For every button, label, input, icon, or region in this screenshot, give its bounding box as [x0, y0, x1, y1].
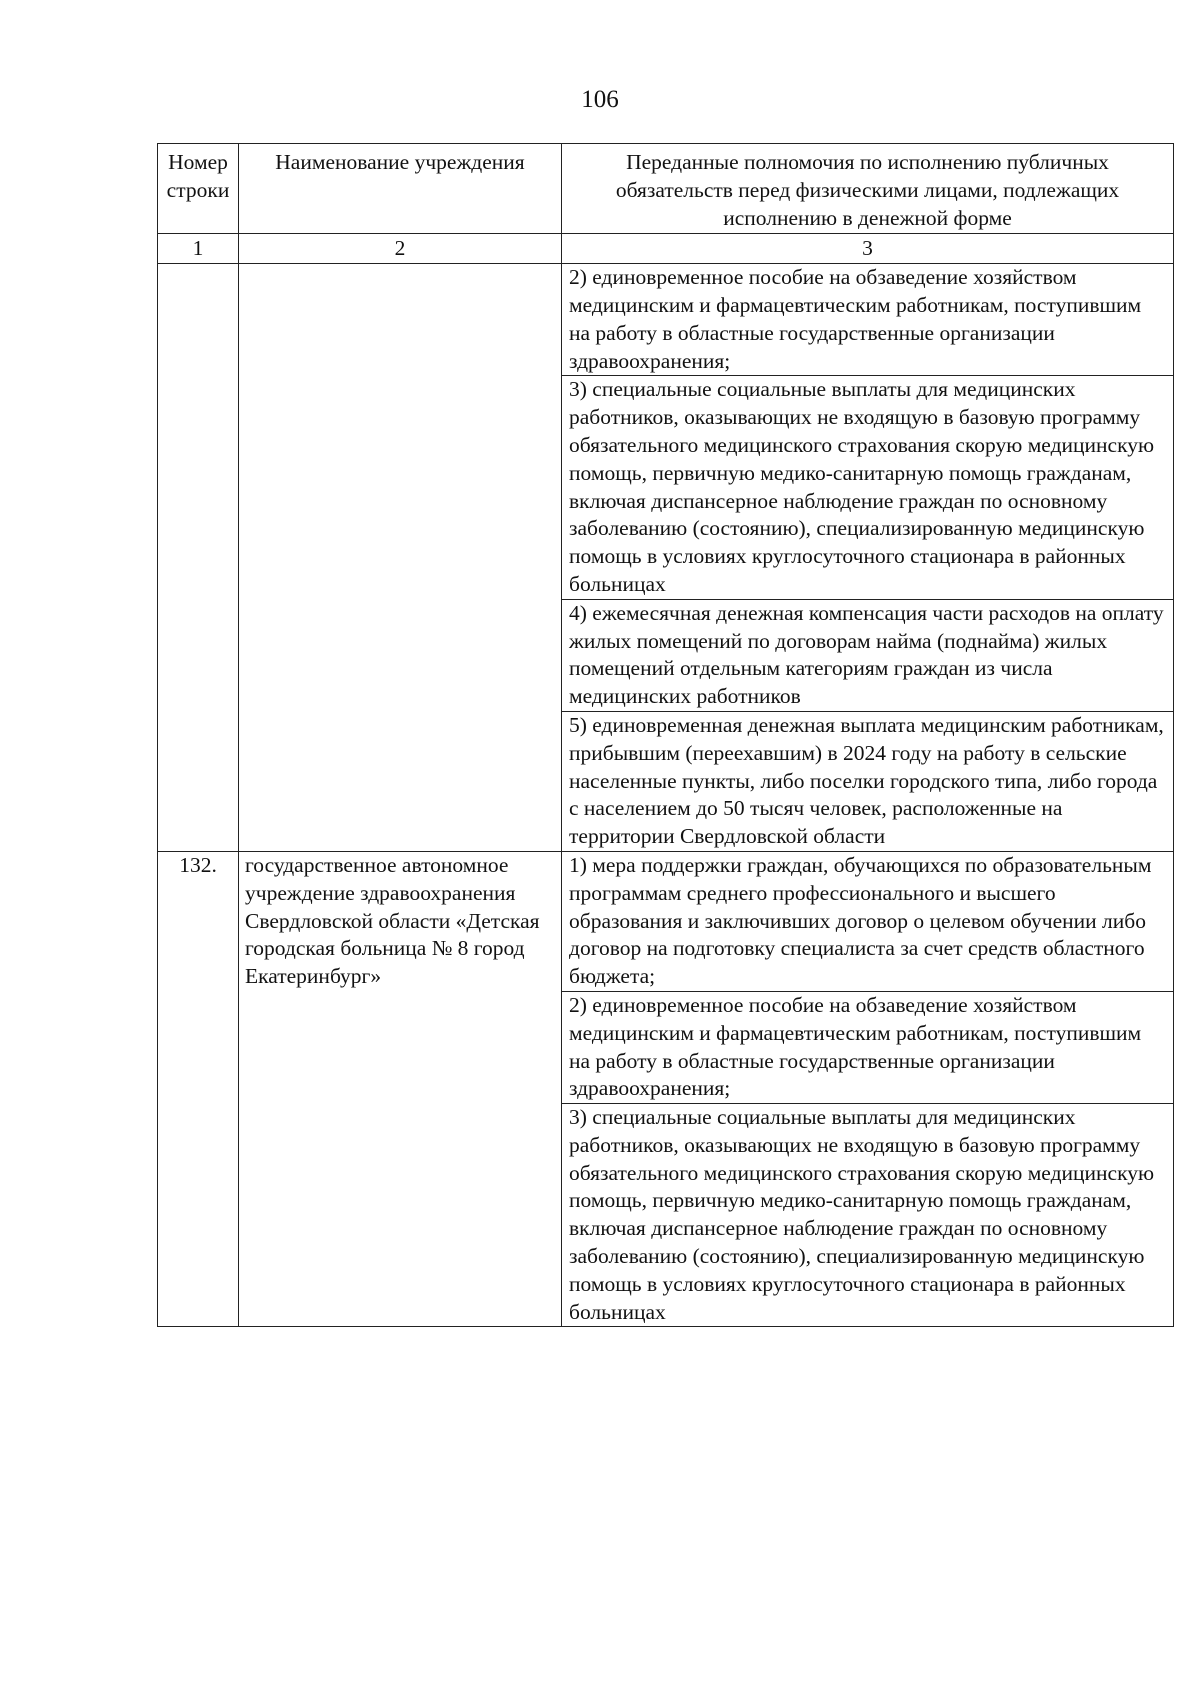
header-row [158, 144, 1174, 234]
table-row [158, 851, 1174, 991]
power-cell: 5) единовременная денежная выплата медицинским работникам, прибывшим (переехавшим) в 2024 году на работу в сельские населенные пункты, либо поселки городского типа, либо города с населением до 50 тысяч человек, расположенные на территории Свердловской области [562, 711, 1174, 851]
powers-table [157, 143, 1174, 1327]
column-number-2: 2 [239, 234, 562, 264]
power-cell: 2) единовременное пособие на обзаведение хозяйством медицинским и фармацевтическим работникам, поступившим на работу в областные государственные организации здравоохранения; [562, 264, 1174, 376]
power-cell: 4) ежемесячная денежная компенсация части расходов на оплату жилых помещений по договорам найма (поднайма) жилых помещений отдельным категориям граждан из числа медицинских работников [562, 599, 1174, 711]
column-number-row [158, 234, 1174, 264]
row-number-cell: 132. [158, 851, 239, 1327]
header-row-number: Номер строки [158, 144, 239, 234]
institution-cell: государственное автономное учреждение здравоохранения Свердловской области «Детская городская больница № 8 город Екатеринбург» [239, 851, 562, 1327]
column-number-1: 1 [158, 234, 239, 264]
institution-cell-empty [239, 264, 562, 852]
power-cell: 1) мера поддержки граждан, обучающихся по образовательным программам среднего профессионального и высшего образования и заключивших договор о целевом обучении либо договор на подготовку специалиста за счет средств областного бюджета; [562, 851, 1174, 991]
row-number-cell-empty [158, 264, 239, 852]
power-cell: 3) специальные социальные выплаты для медицинских работников, оказывающих не входящую в базовую программу обязательного медицинского страхования скорую медицинскую помощь, первичную медико-санитарную помощь гражданам, включая диспансерное наблюдение граждан по основному заболеванию (состоянию), специализированную медицинскую помощь в условиях круглосуточного стационара в районных больницах [562, 1104, 1174, 1327]
page-number: 106 [581, 86, 619, 113]
header-institution: Наименование учреждения [239, 144, 562, 234]
power-cell: 3) специальные социальные выплаты для медицинских работников, оказывающих не входящую в базовую программу обязательного медицинского страхования скорую медицинскую помощь, первичную медико-санитарную помощь гражданам, включая диспансерное наблюдение граждан по основному заболеванию (состоянию), специализированную медицинскую помощь в условиях круглосуточного стационара в районных больницах [562, 376, 1174, 599]
column-number-3: 3 [562, 234, 1174, 264]
table-row [158, 264, 1174, 376]
header-powers: Переданные полномочия по исполнению публичных обязательств перед физическими лицами, подлежащих исполнению в денежной форме [562, 144, 1174, 234]
power-cell: 2) единовременное пособие на обзаведение хозяйством медицинским и фармацевтическим работникам, поступившим на работу в областные государственные организации здравоохранения; [562, 991, 1174, 1103]
